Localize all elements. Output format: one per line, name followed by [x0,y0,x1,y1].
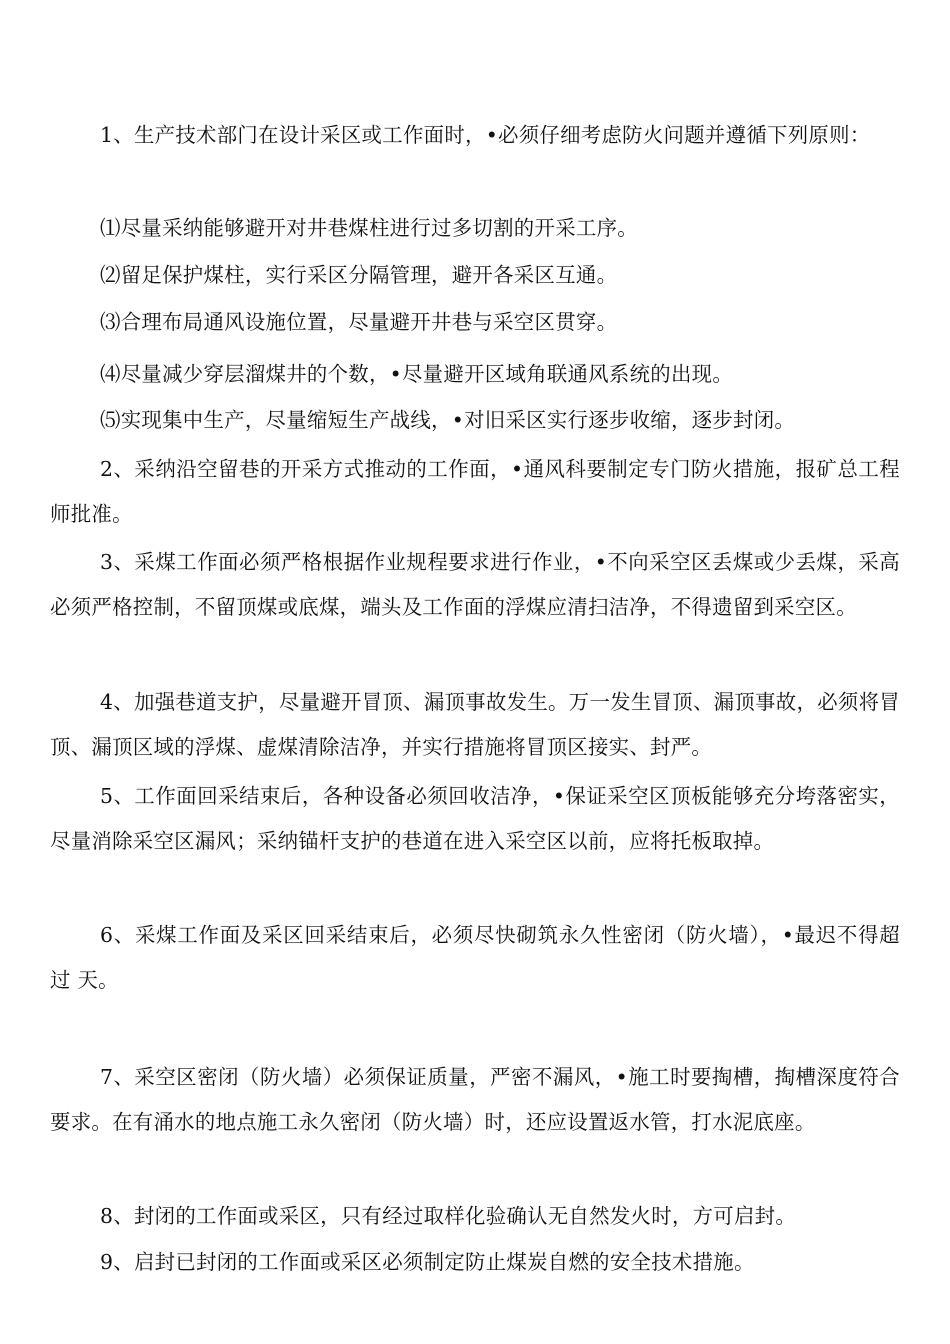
paragraph-2: 2、采纳沿空留巷的开采方式推动的工作面，•通风科要制定专门防火措施，报矿总工程师批准。 [50,457,900,526]
paragraph-4: 4、加强巷道支护，尽量避开冒顶、漏顶事故发生。万一发生冒顶、漏顶事故，必须将冒顶、漏顶区域的浮煤、虚煤清除洁净，并实行措施将冒顶区接实、封严。 [50,690,900,759]
paragraph-6: 6、采煤工作面及采区回采结束后，必须尽快砌筑永久性密闭（防火墙），•最迟不得超过 天。 [50,923,900,992]
paragraph-9: 9、启封已封闭的工作面或采区必须制定防止煤炭自燃的安全技术措施。 [100,1250,755,1274]
paragraph-8: 8、封闭的工作面或采区，只有经过取样化验确认无自然发火时，方可启封。 [100,1204,797,1228]
subitem-4: ⑷尽量减少穿层溜煤井的个数，•尽量避开区域角联通风系统的出现。 [100,362,734,386]
subitem-3: ⑶合理布局通风设施位置，尽量避开井巷与采空区贯穿。 [100,310,618,334]
paragraph-5: 5、工作面回采结束后，各种设备必须回收洁净，•保证采空区顶板能够充分垮落密实，尽量消除采空区漏风；采纳锚杆支护的巷道在进入采空区以前，应将托板取掉。 [50,784,900,853]
paragraph-7: 7、采空区密闭（防火墙）必须保证质量，严密不漏风，•施工时要掏槽，掏槽深度符合要求。在有涌水的地点施工永久密闭（防火墙）时，还应设置返水管，打水泥底座。 [50,1065,900,1134]
subitem-1: ⑴尽量采纳能够避开对井巷煤柱进行过多切割的开采工序。 [100,216,638,240]
paragraph-1: 1、生产技术部门在设计采区或工作面时，•必须仔细考虑防火问题并遵循下列原则： [100,123,871,147]
paragraph-3: 3、采煤工作面必须严格根据作业规程要求进行作业，•不向采空区丢煤或少丢煤，采高必须严格控制，不留顶煤或底煤，端头及工作面的浮煤应清扫洁净，不得遗留到采空区。 [50,550,900,619]
subitem-2: ⑵留足保护煤柱，实行采区分隔管理，避开各采区互通。 [100,263,618,287]
subitem-5: ⑸实现集中生产，尽量缩短生产战线，•对旧采区实行逐步收缩，逐步封闭。 [100,408,796,432]
